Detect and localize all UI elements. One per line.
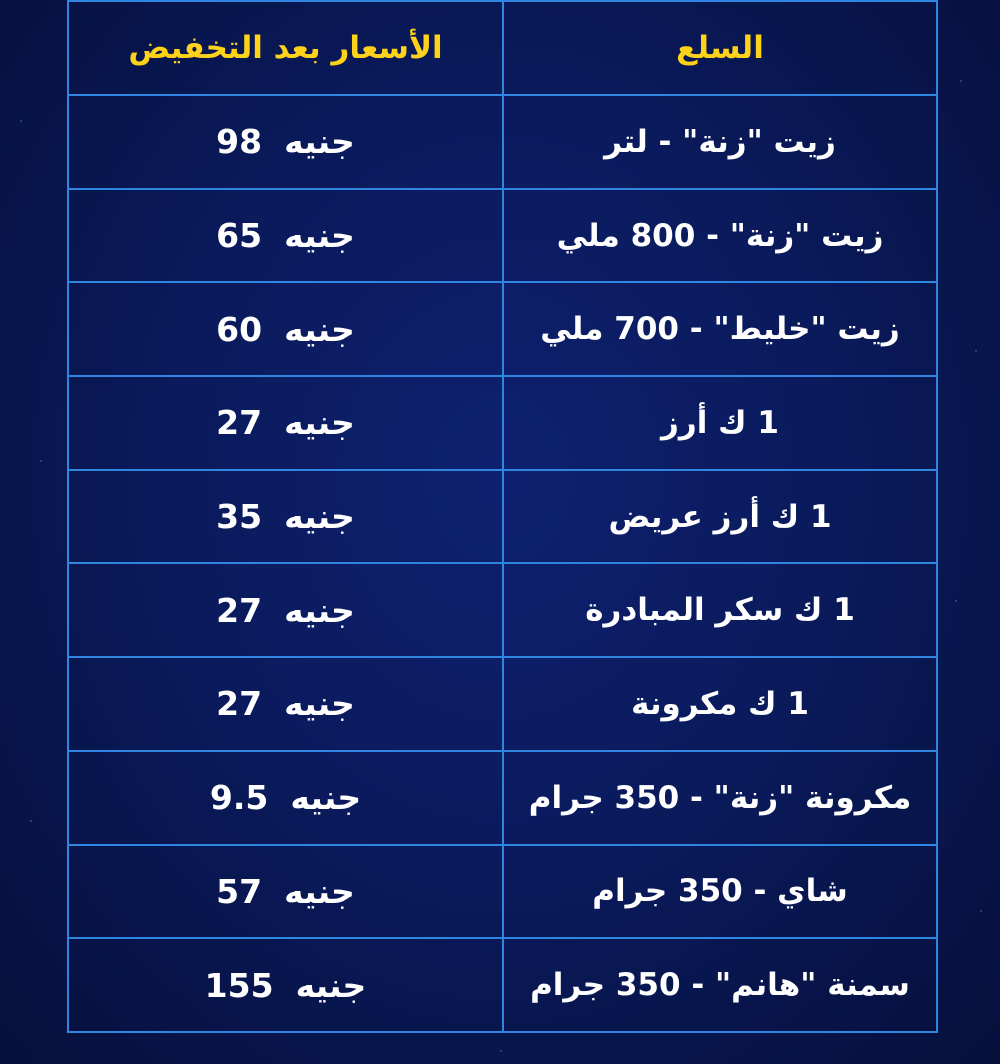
- table-row: [68, 751, 937, 845]
- currency-unit: جنيه: [284, 684, 355, 724]
- price-cell: [68, 282, 503, 376]
- table-row: [68, 845, 937, 939]
- price-cell: [68, 938, 503, 1032]
- currency-unit: جنيه: [284, 403, 355, 443]
- background-speck: [30, 820, 32, 822]
- price-value: 35: [216, 497, 263, 537]
- table-row: [68, 563, 937, 657]
- currency-unit: جنيه: [284, 497, 355, 537]
- background-speck: [975, 350, 977, 352]
- header-prices: الأسعار بعد التخفيض: [68, 1, 503, 95]
- currency-unit: جنيه: [284, 216, 355, 256]
- currency-unit: جنيه: [284, 122, 355, 162]
- currency-unit: جنيه: [284, 871, 355, 911]
- header-items: السلع: [503, 1, 937, 95]
- background-speck: [980, 910, 982, 912]
- background-speck: [40, 460, 42, 462]
- price-value: 155: [204, 965, 274, 1005]
- item-name: شاي - 350 جرام: [503, 845, 937, 939]
- price-value: 60: [216, 309, 263, 349]
- price-table-container: [67, 0, 936, 1033]
- item-name: 1 ك أرز: [503, 376, 937, 470]
- price-value: 27: [216, 590, 263, 630]
- currency-unit: جنيه: [284, 590, 355, 630]
- price-cell: [68, 95, 503, 189]
- price-cell: [68, 470, 503, 564]
- price-value: 98: [216, 122, 263, 162]
- currency-unit: جنيه: [284, 309, 355, 349]
- table-row: [68, 938, 937, 1032]
- price-cell: [68, 845, 503, 939]
- price-cell: [68, 657, 503, 751]
- price-value: 9.5: [209, 778, 269, 818]
- background-speck: [20, 120, 22, 122]
- item-name: سمنة "هانم" - 350 جرام: [503, 938, 937, 1032]
- price-value: 27: [216, 684, 263, 724]
- table-row: [68, 657, 937, 751]
- price-cell: [68, 563, 503, 657]
- price-value: 27: [216, 403, 263, 443]
- table-row: [68, 282, 937, 376]
- price-value: 57: [216, 871, 263, 911]
- price-cell: [68, 376, 503, 470]
- currency-unit: جنيه: [290, 778, 362, 818]
- item-name: 1 ك سكر المبادرة: [503, 563, 937, 657]
- background-speck: [500, 1050, 502, 1052]
- price-value: 65: [216, 216, 263, 256]
- background-speck: [955, 600, 957, 602]
- item-name: زيت "زنة" - لتر: [503, 95, 937, 189]
- item-name: 1 ك مكرونة: [503, 657, 937, 751]
- background-speck: [960, 80, 962, 82]
- currency-unit: جنيه: [295, 965, 367, 1005]
- table-row: [68, 189, 937, 283]
- price-table: [67, 0, 938, 1033]
- item-name: زيت "زنة" - 800 ملي: [503, 189, 937, 283]
- table-row: [68, 95, 937, 189]
- table-row: [68, 376, 937, 470]
- item-name: مكرونة "زنة" - 350 جرام: [503, 751, 937, 845]
- item-name: 1 ك أرز عريض: [503, 470, 937, 564]
- price-cell: [68, 189, 503, 283]
- price-cell: [68, 751, 503, 845]
- table-row: [68, 470, 937, 564]
- item-name: زيت "خليط" - 700 ملي: [503, 282, 937, 376]
- table-header-row: [68, 1, 937, 95]
